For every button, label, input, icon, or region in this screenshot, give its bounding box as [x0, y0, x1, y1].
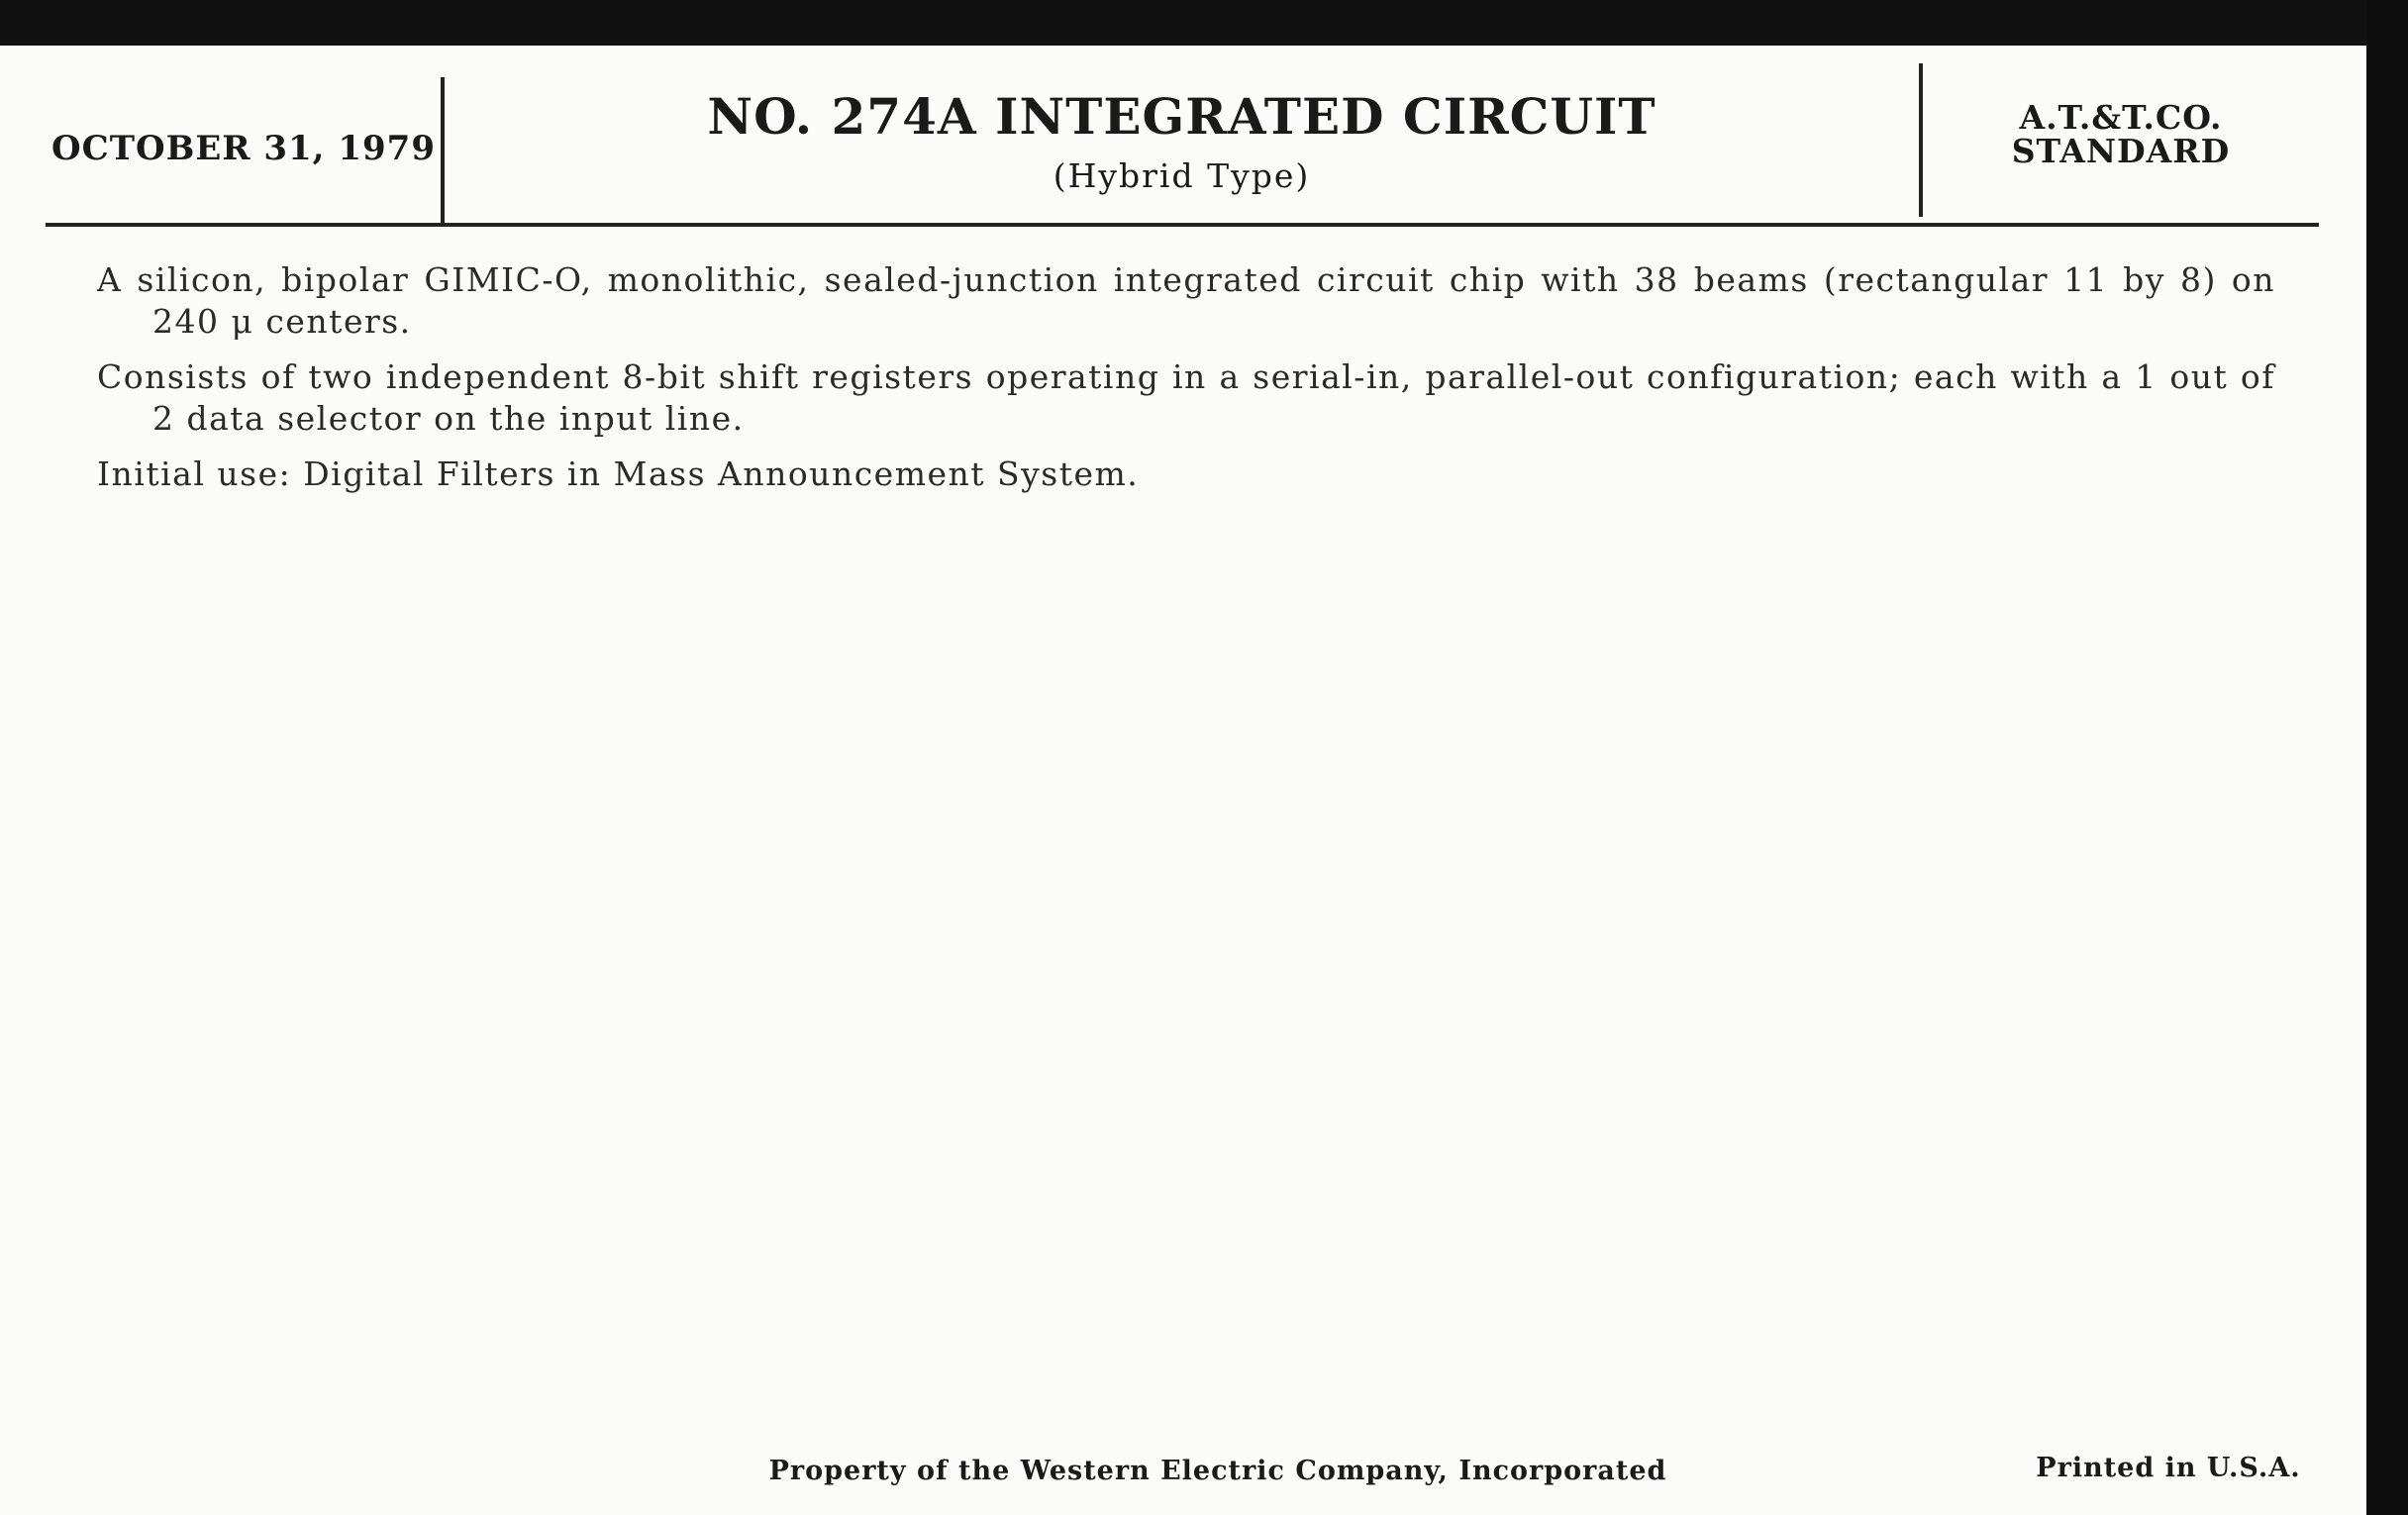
issue-date: OCTOBER 31, 1979 [51, 129, 436, 168]
initial-use-paragraph: Initial use: Digital Filters in Mass Announcement System. [97, 454, 1140, 493]
standard-line-2: STANDARD [2011, 132, 2231, 170]
standard-label [1923, 98, 2319, 170]
description-body [97, 259, 2275, 509]
document-subtitle: (Hybrid Type) [1053, 156, 1311, 195]
description-paragraph: Consists of two independent 8-bit shift registers operating in a serial-in, parallel-out configuration; each with a 1 out of 2 data selector on the input line. [97, 357, 2275, 438]
scan-border [2366, 0, 2408, 1515]
standard-line-1: A.T.&T.CO. [2019, 98, 2223, 137]
document-title: NO. 274A INTEGRATED CIRCUIT [707, 87, 1656, 146]
printed-notice: Printed in U.S.A. [2036, 1453, 2301, 1483]
header-divider [46, 223, 2319, 227]
description-paragraph: A silicon, bipolar GIMIC-O, monolithic, sealed-junction integrated circuit chip with 38 beams (rectangular 11 by 8) on 240 μ centers. [97, 260, 2275, 341]
property-notice: Property of the Western Electric Company, Incorporated [768, 1456, 1667, 1486]
